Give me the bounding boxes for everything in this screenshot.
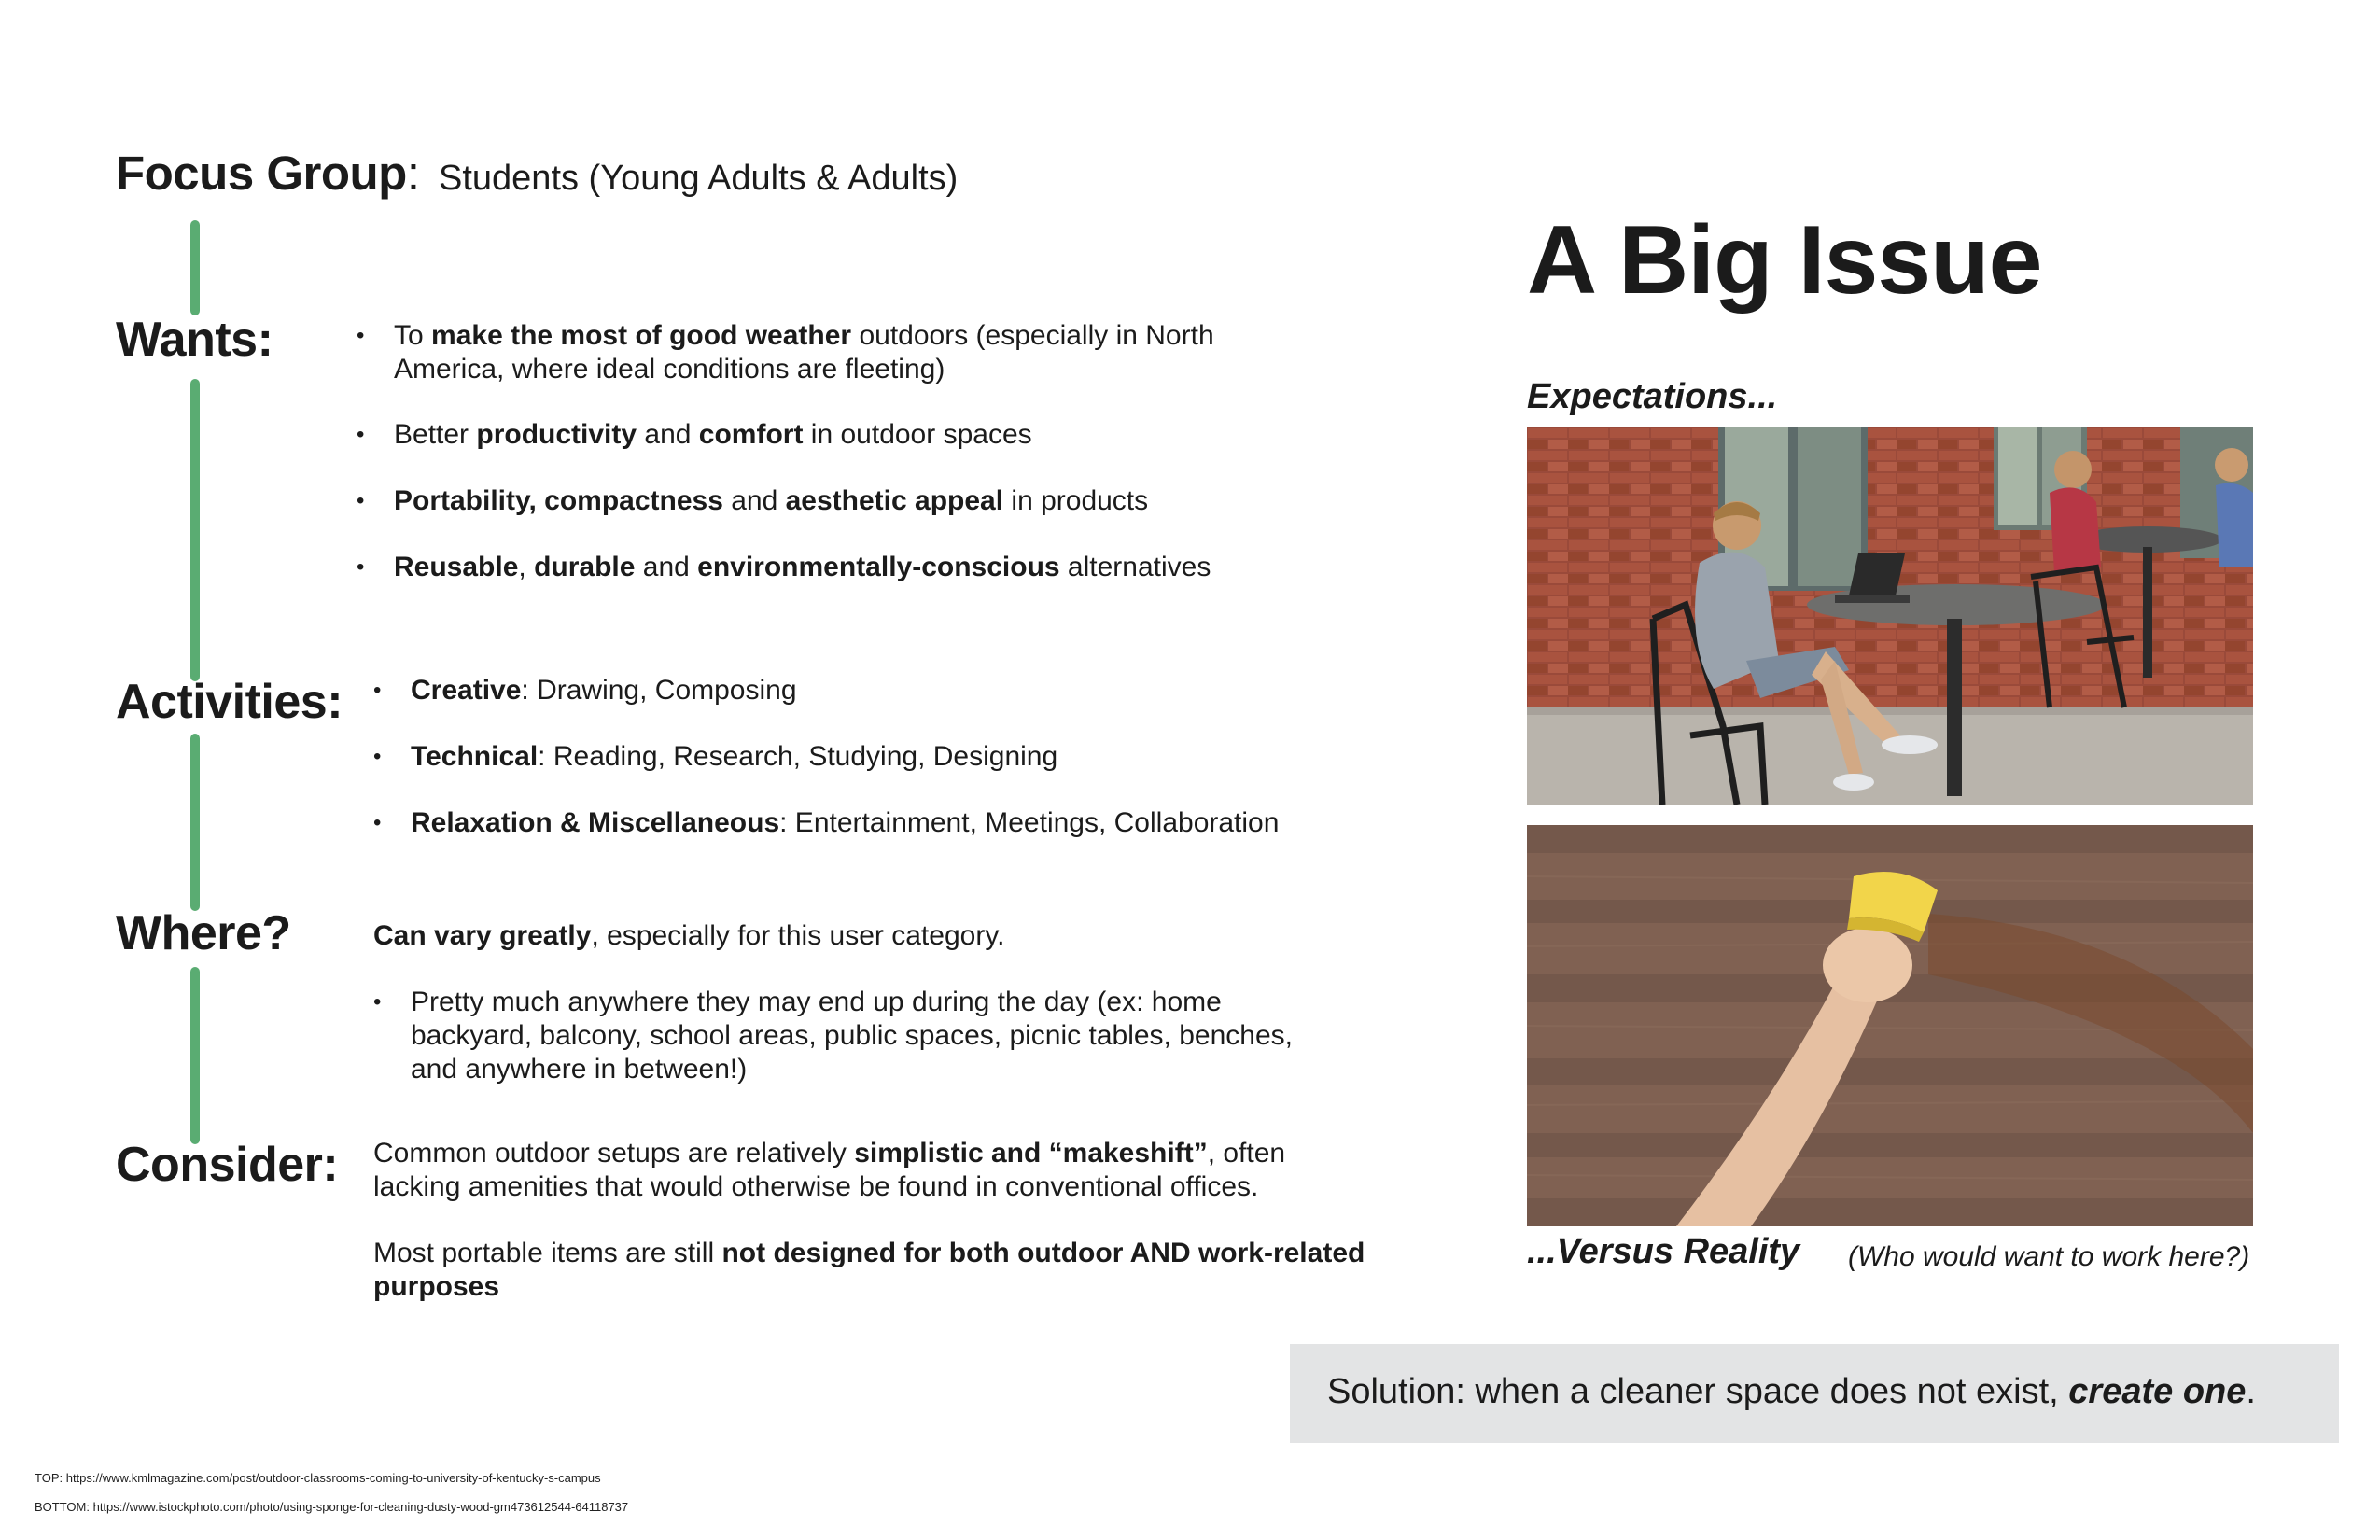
consider-paragraph-1: Common outdoor setups are relatively simplistic and “makeshift”, often lacking amenities that would otherwise be found in conventional offices. (373, 1138, 1286, 1202)
timeline-bar (190, 220, 200, 315)
list-item: • Reusable, durable and environmentally-conscious alternatives (357, 551, 1290, 584)
where-list (373, 986, 1316, 1086)
list-item: • Better productivity and comfort in outdoor spaces (357, 418, 1290, 452)
list-item: • Creative: Drawing, Composing (373, 674, 1400, 707)
wants-heading: Wants: (116, 313, 273, 367)
focus-group-colon: : (406, 147, 420, 200)
timeline-bar (190, 967, 200, 1144)
list-item: • Portability, compactness and aesthetic appeal in products (357, 484, 1290, 518)
timeline-bar (190, 379, 200, 681)
solution-box (1290, 1344, 2339, 1443)
credit-top: TOP: https://www.kmlmagazine.com/post/outdoor-classrooms-coming-to-university-of-kentucky-s-campus (35, 1471, 601, 1485)
expectations-photo (1527, 427, 2253, 805)
activities-list (373, 674, 1400, 840)
consider-heading: Consider: (116, 1138, 339, 1192)
list-item: • Technical: Reading, Research, Studying, Designing (373, 740, 1400, 774)
credit-bottom: BOTTOM: https://www.istockphoto.com/photo/using-sponge-for-cleaning-dusty-wood-gm473612544-64118737 (35, 1500, 629, 1514)
where-intro: Can vary greatly, especially for this user category. (373, 920, 1005, 951)
solution-emphasis: create one (2068, 1372, 2247, 1411)
focus-group-title (116, 146, 420, 201)
reality-label: ...Versus Reality (1527, 1232, 1800, 1271)
activities-heading: Activities: (116, 675, 343, 729)
consider-paragraph-2: Most portable items are still not designed for both outdoor AND work-related purposes (373, 1238, 1365, 1302)
timeline-bar (190, 734, 200, 911)
focus-group-value: Students (Young Adults & Adults) (439, 159, 959, 198)
big-issue-title: A Big Issue (1527, 206, 2042, 315)
expectations-label: Expectations... (1527, 377, 1778, 416)
solution-text: Solution: when a cleaner space does not exist, create one. (1327, 1372, 2256, 1411)
reality-photo (1527, 825, 2253, 1226)
wants-list (357, 319, 1290, 584)
list-item: • Relaxation & Miscellaneous: Entertainment, Meetings, Collaboration (373, 806, 1400, 840)
list-item: • Pretty much anywhere they may end up during the day (ex: home backyard, balcony, school areas, public spaces, picnic tables, benches, and anywhere in between!) (373, 986, 1316, 1086)
who-caption: (Who would want to work here?) (1848, 1241, 2250, 1272)
focus-group-label: Focus Group (116, 147, 407, 200)
list-item: • To make the most of good weather outdoors (especially in North America, where ideal conditions are fleeting) (357, 319, 1290, 386)
where-heading: Where? (116, 906, 291, 960)
